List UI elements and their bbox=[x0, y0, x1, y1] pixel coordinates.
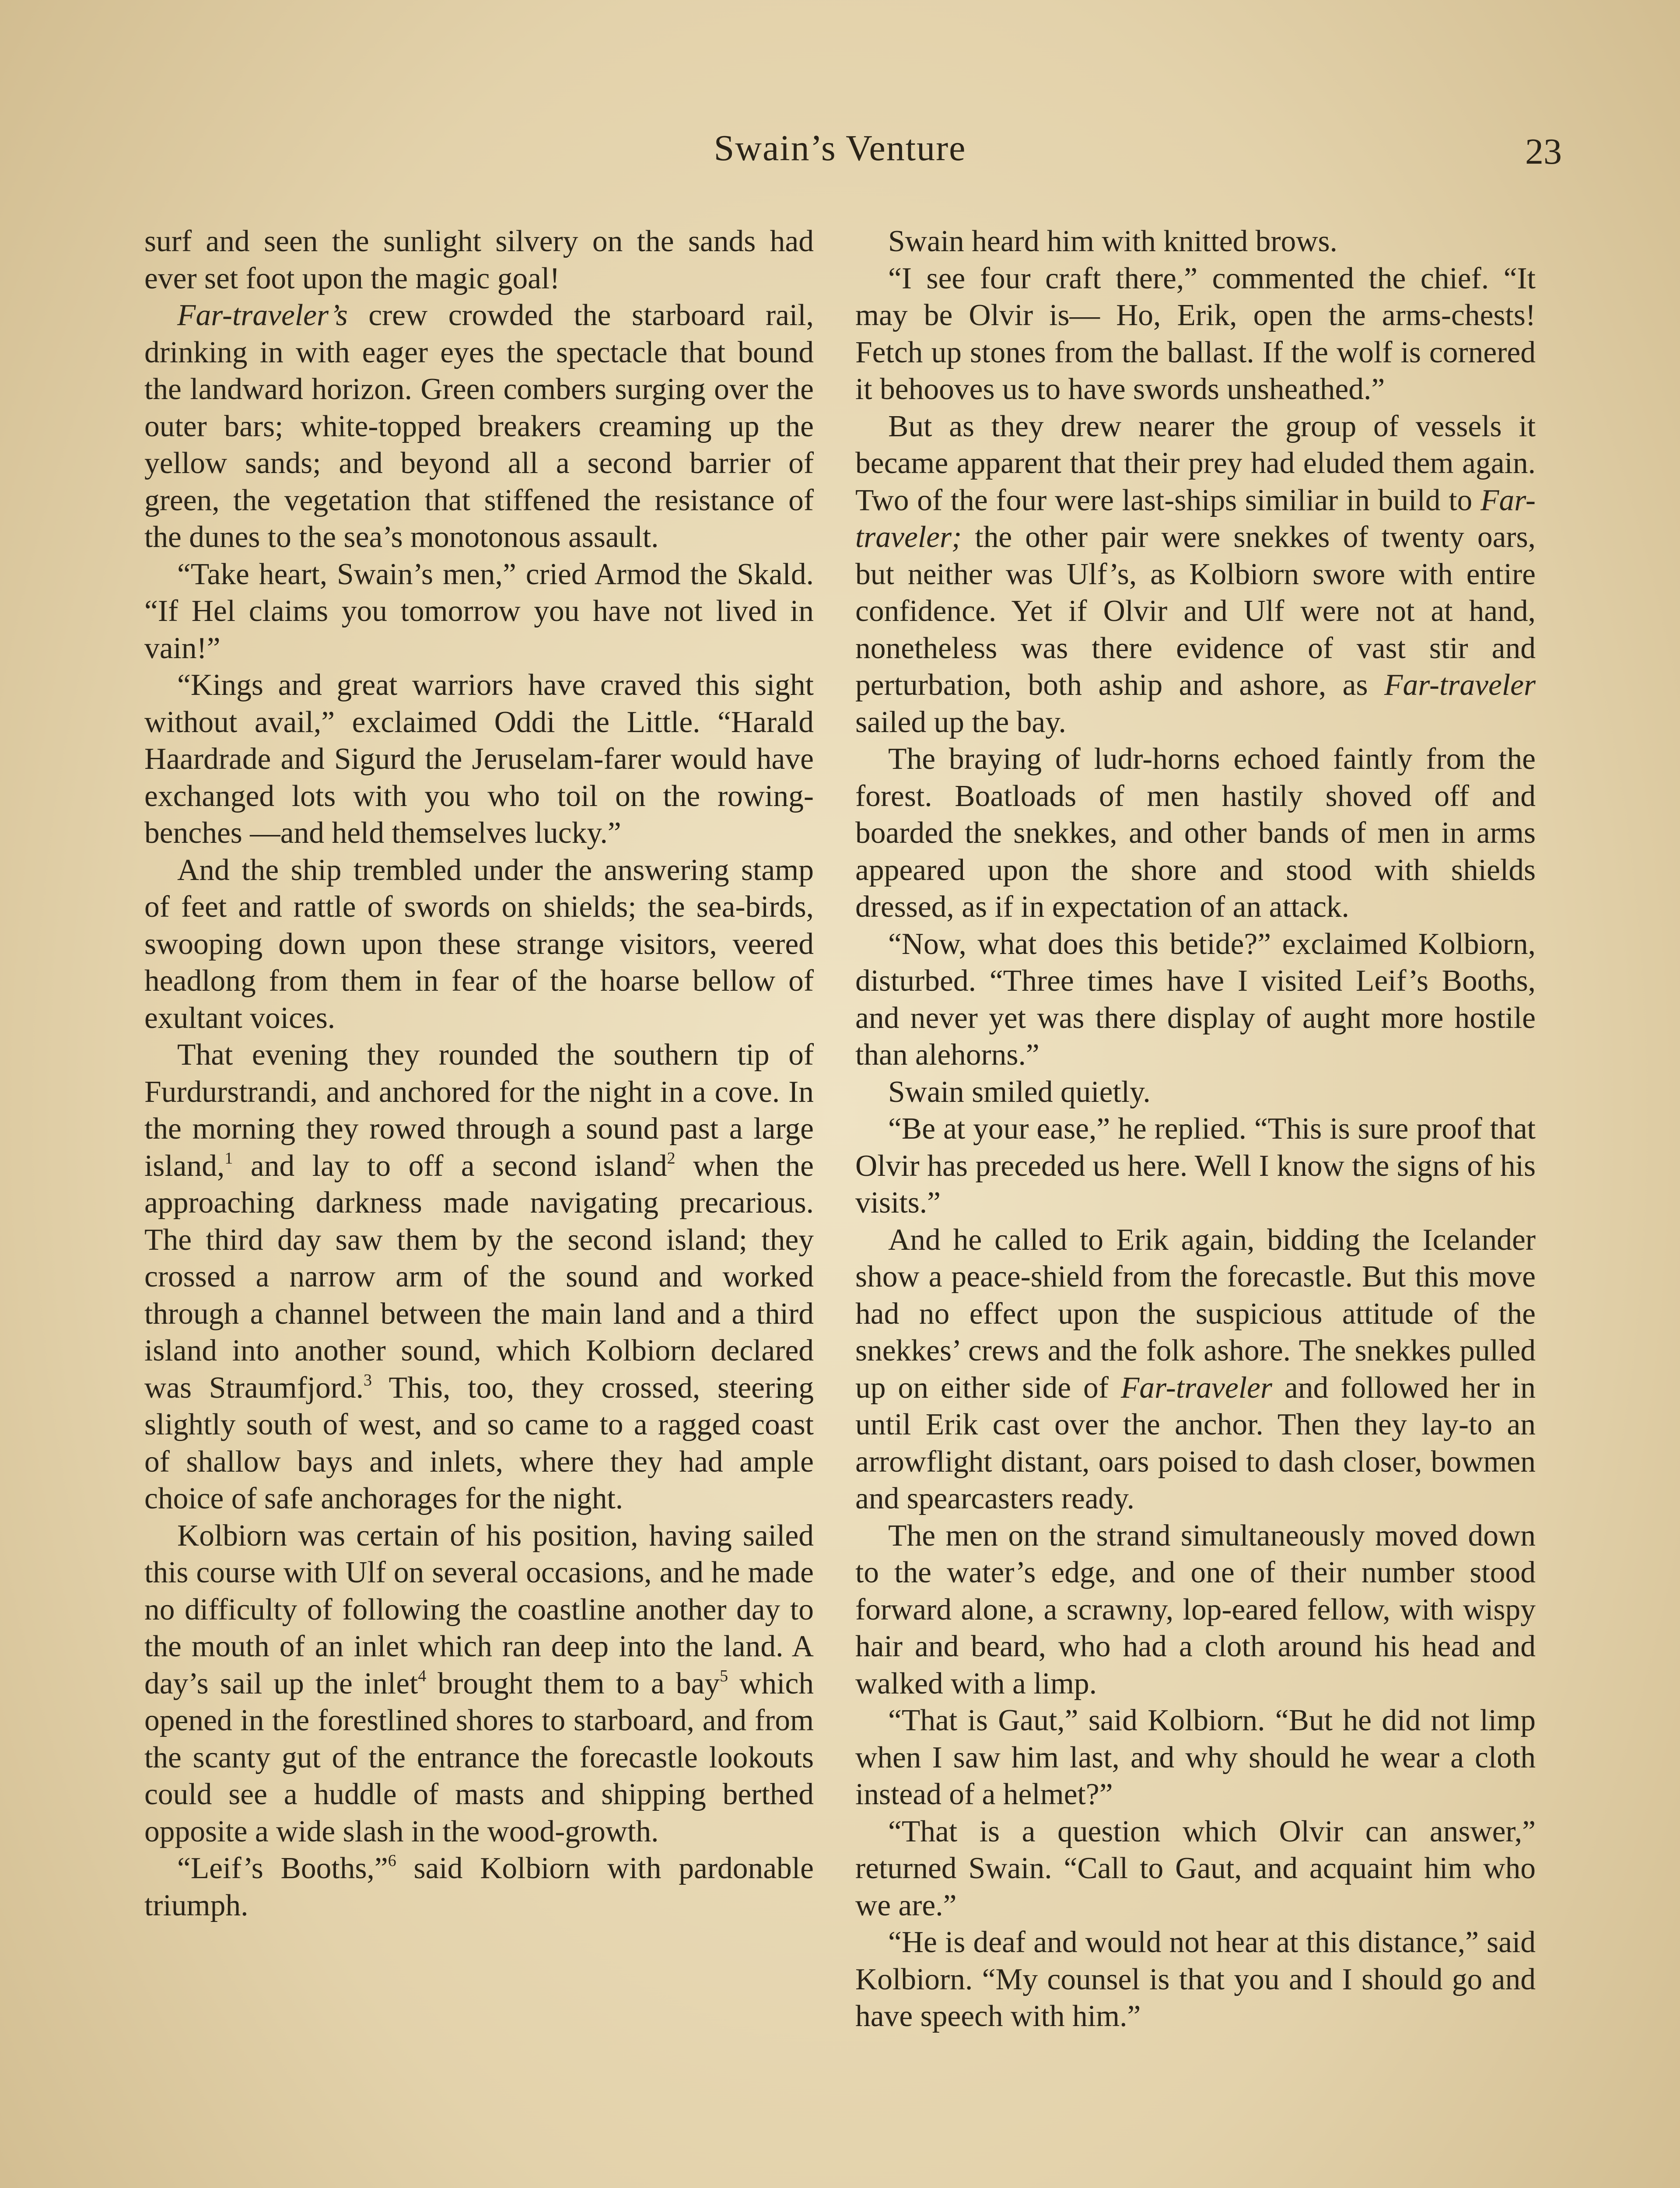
paragraph: The braying of ludr-horns echoed faintly from the forest. Boatloads of men hastily shoved off and boarded the snekkes, and other bands of men in arms appeared upon the shore and stood with shields dressed, as if in expectation of an attack. bbox=[855, 742, 1536, 924]
paragraph: Swain heard him with knitted brows. bbox=[888, 224, 1337, 258]
paragraph: The men on the strand simultaneously moved down to the water’s edge, and one of their number stood forward alone, a scrawny, lop-eared fellow, with wispy hair and beard, who had a cloth around his head and walked with a limp. bbox=[855, 1518, 1536, 1701]
paragraph: “That is Gaut,” said Kolbiorn. “But he did not limp when I saw him last, and why should he wear a cloth instead of a helmet?” bbox=[855, 1704, 1536, 1811]
page-number: 23 bbox=[1525, 131, 1562, 172]
paragraph: And the ship trembled under the answering stamp of feet and rattle of swords on shields; the sea-birds, swooping down upon these strange visitors, veered headlong from them in fear of the hoarse bellow of exultant voices. bbox=[144, 853, 814, 1035]
paragraph: “Leif’s Booths,”$^6$ said Kolbiorn with pardonable triumph. bbox=[144, 1851, 814, 1922]
paragraph: “Kings and great warriors have craved this sight without avail,” exclaimed Oddi the Little. “Harald Haardrade and Sigurd the Jeruselam-farer would have exchanged lots with you who toil on the rowing-benches —and held themselves lucky.” bbox=[144, 668, 814, 850]
paragraph: “Take heart, Swain’s men,” cried Armod the Skald. “If Hel claims you tomorrow you have not lived in vain!” bbox=[144, 557, 814, 665]
paragraph: Swain smiled quietly. bbox=[888, 1075, 1151, 1109]
right-column bbox=[855, 223, 1536, 2035]
paragraph: Kolbiorn was certain of his position, having sailed this course with Ulf on several occasions, and he made no difficulty of following the coastline another day to the mouth of an inlet which ran deep into the land. A day’s sail up the inlet$^4$ brought them to a bay$^5$ which opened in the forestlined shores to starboard, and from the scanty gut of the entrance the forecastle lookouts could see a huddle of masts and shipping berthed opposite a wide slash in the wood-growth. bbox=[144, 1518, 814, 1848]
paragraph: surf and seen the sunlight silvery on the sands had ever set foot upon the magic goal! bbox=[144, 224, 814, 295]
paragraph: And he called to Erik again, bidding the Icelander show a peace-shield from the forecastle. But this move had no effect upon the suspicious attitude of the snekkes’ crews and the folk ashore. The snekkes pulled up on either side of Far-traveler and followed her in until Erik cast over the anchor. Then they lay-to an arrowflight distant, oars poised to dash closer, bowmen and spearcasters ready. bbox=[855, 1223, 1536, 1515]
paragraph: “That is a question which Olvir can answer,” returned Swain. “Call to Gaut, and acquaint him who we are.” bbox=[855, 1814, 1536, 1922]
paragraph: That evening they rounded the southern tip of Furdurstrandi, and anchored for the night in a cove. In the morning they rowed through a sound past a large island,$^1$ and lay to off a second island$^2$ when the approaching darkness made navigating precarious. The third day saw them by the second island; they crossed a narrow arm of the sound and worked through a channel between the main land and a third island into another sound, which Kolbiorn declared was Straumfjord.$^3$ This, too, they crossed, steering slightly south of west, and so came to a ragged coast of shallow bays and inlets, where they had ample choice of safe anchorages for the night. bbox=[144, 1038, 814, 1515]
paragraph: “Be at your ease,” he replied. “This is sure proof that Olvir has preceded us here. Well I know the signs of his visits.” bbox=[855, 1112, 1536, 1220]
paragraph: “Now, what does this betide?” exclaimed Kolbiorn, disturbed. “Three times have I visited Leif’s Booths, and never yet was there display of aught more hostile than alehorns.” bbox=[855, 927, 1536, 1072]
paragraph: Far-traveler’s crew crowded the starboard rail, drinking in with eager eyes the spectacle that bound the landward horizon. Green combers surging over the outer bars; white-topped breakers creaming up the yellow sands; and beyond all a second barrier of green, the vegetation that stiffened the resistance of the dunes to the sea’s monotonous assault. bbox=[144, 298, 814, 554]
running-title: Swain’s Venture bbox=[714, 128, 966, 168]
paragraph: “I see four craft there,” commented the chief. “It may be Olvir is— Ho, Erik, open the arms-chests! Fetch up stones from the ballast. If the wolf is cornered it behooves us to have swords unsheathed.” bbox=[855, 261, 1536, 406]
paragraph: But as they drew nearer the group of vessels it became apparent that their prey had eluded them again. Two of the four were last-ships similiar in build to Far-traveler; the other pair were snekkes of twenty oars, but neither was Ulf’s, as Kolbiorn swore with entire confidence. Yet if Olvir and Ulf were not at hand, nonetheless was there evidence of vast stir and perturbation, both aship and ashore, as Far-traveler sailed up the bay. bbox=[855, 409, 1536, 739]
left-column bbox=[144, 223, 814, 1924]
paragraph: “He is deaf and would not hear at this distance,” said Kolbiorn. “My counsel is that you and I should go and have speech with him.” bbox=[855, 1925, 1536, 2033]
page-header bbox=[0, 127, 1680, 188]
